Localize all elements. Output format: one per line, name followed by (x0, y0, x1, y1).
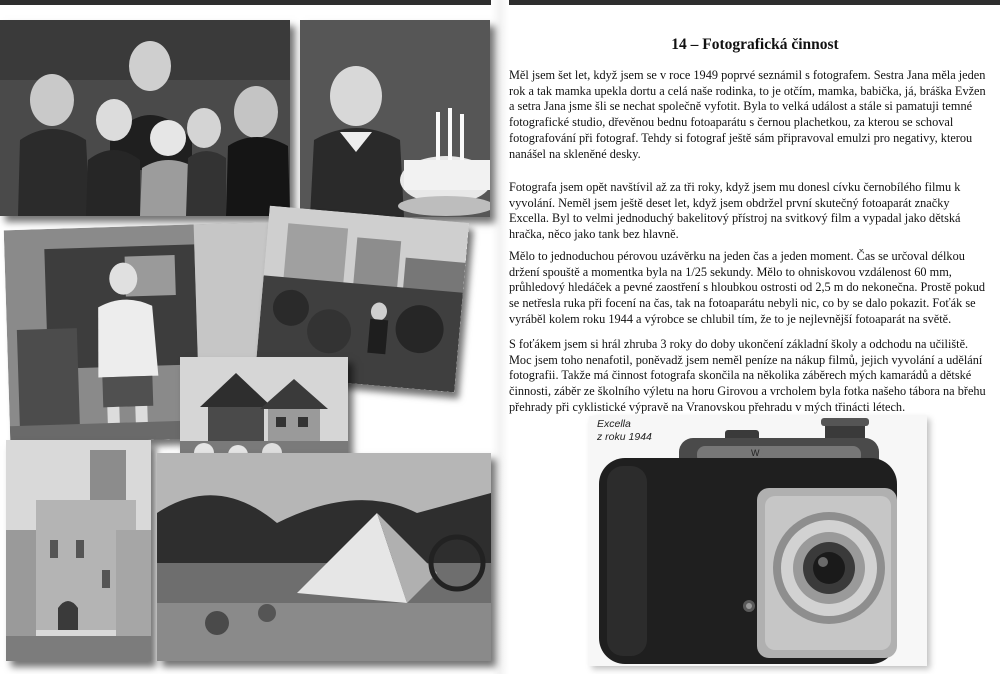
paragraph-4: S foťákem jsem si hrál zhruba 3 roky do doby ukončení základní školy a odchodu na učiliště. Moc jsem toho nenafotil, poněvadž jsem neměl peníze na nákup filmů, jejich vyvolání a udělání fotografii. Takže má činnost fotografa skončila na několika záběrech mých kamarádů a dětské činnosti, záběr ze školního výletu na horu Girovou a vrcholem byla fotka našeho tábora na břehu přehrady při cyklistické výpravě na Vranovskou přehradu v mých třinácti létech. (509, 337, 986, 414)
camera-icon (589, 416, 927, 666)
section-title: 14 – Fotografická činnost (671, 36, 839, 53)
camera-caption-name: Excella (597, 418, 631, 430)
tent-and-bicycle-photo (157, 453, 491, 661)
paragraph-3: Mělo to jednoduchou pérovou uzávěrku na jeden čas a jeden moment. Čas se určoval délkou držení spouště a momentka byla na 1/25 sekundy. Mělo to ohniskovou vzdálenost 60 mm, průhledový hledáček a pevné zaostření s hloubkou ostrosti od 2,5 m do nekonečna. Prostě pokud se netřesla ruka při focení na čas, tak na fotoaparátu nebyli nic, co by se dalo pokazit. Foťák se vyráběl kolem roku 1944 a výrobce se chlubil tím, že to je nejlevnější fotoaparát na světě. (509, 249, 986, 326)
excella-camera-photo (589, 416, 927, 666)
boy-with-birthday-cake-photo (300, 20, 490, 217)
page-top-rule-left (0, 0, 491, 5)
page-top-rule-right (509, 0, 1000, 5)
castle-photo (6, 440, 151, 661)
camera-caption (597, 418, 652, 444)
camera-caption-year: z roku 1944 (597, 431, 652, 443)
paragraph-1: Měl jsem šet let, když jsem se v roce 1949 poprvé seznámil s fotografem. Sestra Jana měla jeden rok a tak mamka upekla dortu a celá naše rodinka, to je otčím, mamka, babička, já, bráška Evžen a setra Jana jsme šli se nechat společně vyfotit. Byla to velká událost a stále si pamatuji temné fotografické studio, dřevěnou bednu fotoaparátu s černou plachetkou, za kterou se schoval fotografování při fotograf. Tehdy si fotograf ještě sám připravoval emulzi pro negativy, kterou nanášel na skleněné desky. (509, 68, 986, 161)
book-gutter (491, 0, 509, 674)
paragraph-2: Fotografa jsem opět navštívil až za tři roky, když jsem mu donesl cívku černobílého filmu k vyvolání. Neměl jsem ještě deset let, když jsem obdržel první skutečný fotoaparát značky Excella. Byl to velmi jednoduchý bakelitový přístroj na svitkový film a vypadal jako dětská hračka, něco jako tank bez hlavně. (509, 180, 961, 242)
family-portrait-photo (0, 20, 290, 216)
camera-badge: W (751, 448, 760, 458)
